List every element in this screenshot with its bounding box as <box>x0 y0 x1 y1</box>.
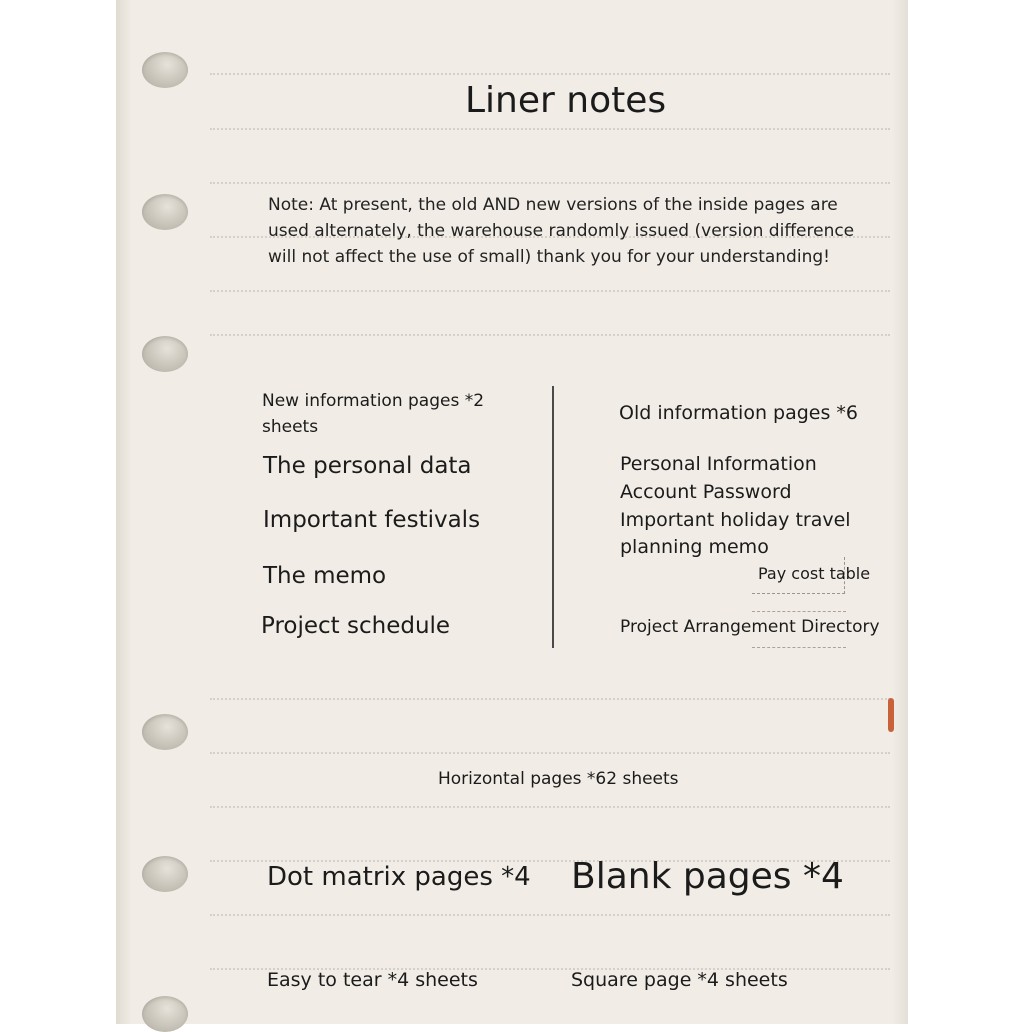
ruled-line <box>210 290 890 292</box>
old-item-personal-information: Personal Information <box>620 453 817 475</box>
dot-matrix-pages-label: Dot matrix pages *4 <box>267 862 531 892</box>
binder-hole <box>142 52 188 88</box>
binder-hole <box>142 996 188 1032</box>
ruled-line <box>210 182 890 184</box>
ruled-line <box>210 128 890 130</box>
ruled-line <box>210 334 890 336</box>
binder-hole <box>142 714 188 750</box>
page-title: Liner notes <box>465 80 667 121</box>
page-left-shadow <box>116 0 132 1024</box>
binder-hole <box>142 336 188 372</box>
column-divider <box>552 386 554 648</box>
ruled-line <box>210 73 890 75</box>
version-note: Note: At present, the old AND new versions of the inside pages are used alternately, the warehouse randomly issued (version difference will not affect the use of small) thank you for your understanding! <box>268 195 855 267</box>
square-page-label: Square page *4 sheets <box>571 969 788 991</box>
dashed-line <box>752 611 846 612</box>
binder-hole <box>142 856 188 892</box>
easy-tear-label: Easy to tear *4 sheets <box>267 969 478 991</box>
old-pages-heading: Old information pages *6 <box>619 402 859 424</box>
old-item-holiday-travel: Important holiday travel <box>620 509 851 531</box>
ruled-line <box>210 752 890 754</box>
ruled-line <box>210 914 890 916</box>
page-tab-mark <box>888 698 894 732</box>
page-right-shadow <box>892 0 908 1024</box>
ruled-line <box>210 806 890 808</box>
old-item-project-directory: Project Arrangement Directory <box>620 617 880 637</box>
old-item-pay-cost-table: Pay cost table <box>758 564 871 583</box>
dashed-line <box>752 647 846 648</box>
new-item-memo: The memo <box>263 563 387 589</box>
new-item-personal-data: The personal data <box>263 453 472 479</box>
blank-pages-label: Blank pages *4 <box>571 856 844 897</box>
new-item-project-schedule: Project schedule <box>261 613 451 639</box>
old-item-planning-memo: planning memo <box>620 536 769 558</box>
new-pages-heading: New information pages *2 sheets <box>262 391 485 437</box>
old-item-account-password: Account Password <box>620 481 792 503</box>
horizontal-pages-label: Horizontal pages *62 sheets <box>438 769 679 789</box>
new-item-important-festivals: Important festivals <box>263 507 481 533</box>
binder-hole <box>142 194 188 230</box>
ruled-line <box>210 698 890 700</box>
